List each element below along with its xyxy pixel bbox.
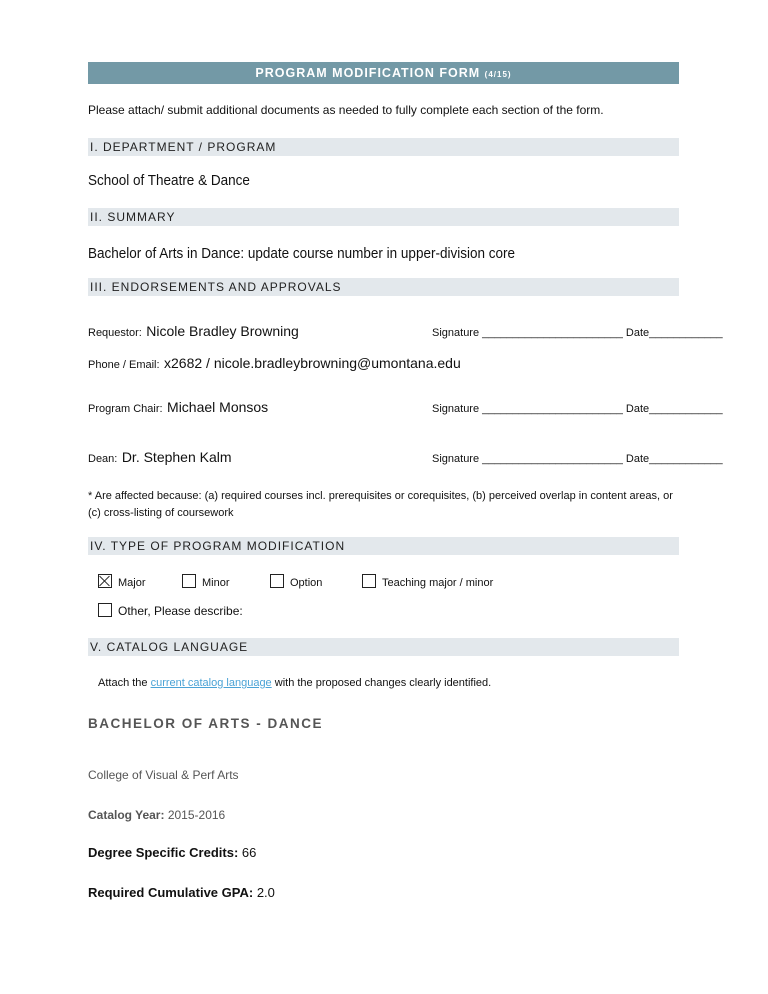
- instr-text: with the proposed changes clearly identified.: [271, 677, 492, 689]
- signature-line: Signature _______________________: [432, 403, 623, 415]
- checkbox-icon[interactable]: [362, 574, 376, 588]
- dean-label: Dean:: [88, 453, 118, 465]
- credits-value: 66: [241, 845, 257, 860]
- department-value: School of Theatre & Dance: [88, 172, 250, 189]
- section-heading-department: I. DEPARTMENT / PROGRAM: [88, 138, 679, 156]
- option-teaching[interactable]: [362, 574, 493, 589]
- option-label: Other, Please describe:: [118, 604, 243, 618]
- catalog-gpa: [88, 885, 275, 900]
- catalog-year: [88, 808, 225, 822]
- checkbox-checked-icon[interactable]: [98, 574, 112, 588]
- section-heading-endorsements: III. ENDORSEMENTS AND APPROVALS: [88, 278, 679, 296]
- catalog-link[interactable]: current catalog language: [150, 677, 272, 689]
- form-title: PROGRAM MODIFICATION FORM: [255, 66, 481, 80]
- signature-line: Signature _______________________: [432, 453, 623, 465]
- intro-text: Please attach/ submit additional documents as needed to fully complete each section of the form.: [88, 103, 604, 117]
- gpa-value: 2.0: [256, 885, 275, 900]
- signature-line: Signature _______________________: [432, 327, 623, 339]
- section-heading-type: IV. TYPE OF PROGRAM MODIFICATION: [88, 537, 679, 555]
- form-version: (4/15): [484, 70, 512, 79]
- date-line: Date____________: [625, 327, 723, 339]
- checkbox-icon[interactable]: [98, 603, 112, 617]
- phone-row: [88, 355, 461, 373]
- chair-row: [88, 399, 268, 417]
- requestor-signature: [432, 327, 723, 339]
- option-label: Major: [118, 577, 146, 589]
- catalog-title: BACHELOR OF ARTS - DANCE: [88, 716, 323, 731]
- form-banner: [88, 62, 679, 84]
- chair-label: Program Chair:: [88, 403, 163, 415]
- section-heading-summary: II. SUMMARY: [88, 208, 679, 226]
- requestor-label: Requestor:: [88, 327, 142, 339]
- date-line: Date____________: [625, 403, 723, 415]
- catalog-credits: [88, 845, 256, 860]
- dean-signature: [432, 453, 723, 465]
- credits-label: Degree Specific Credits:: [88, 845, 239, 860]
- option-other[interactable]: [98, 603, 243, 618]
- phone-value: x2682 / nicole.bradleybrowning@umontana.edu: [164, 355, 461, 371]
- dean-row: [88, 449, 232, 467]
- option-label: Option: [290, 577, 323, 589]
- year-label: Catalog Year:: [88, 808, 165, 822]
- date-line: Date____________: [625, 453, 723, 465]
- checkbox-icon[interactable]: [182, 574, 196, 588]
- summary-value: Bachelor of Arts in Dance: update course number in upper-division core: [88, 245, 515, 262]
- checkbox-icon[interactable]: [270, 574, 284, 588]
- option-label: Teaching major / minor: [382, 577, 494, 589]
- chair-signature: [432, 403, 723, 415]
- requestor-row: [88, 323, 299, 341]
- option-minor[interactable]: [182, 574, 230, 589]
- requestor-value: Nicole Bradley Browning: [146, 323, 299, 339]
- dean-value: Dr. Stephen Kalm: [121, 449, 232, 465]
- catalog-instructions: [98, 677, 491, 689]
- year-value: 2015-2016: [167, 808, 226, 822]
- option-label: Minor: [202, 577, 230, 589]
- affected-note: * Are affected because: (a) required courses incl. prerequisites or corequisites, (b) perceived overlap in content areas, or (c) cross-listing of coursework: [88, 490, 673, 519]
- chair-value: Michael Monsos: [167, 399, 269, 415]
- option-option[interactable]: [270, 574, 322, 589]
- instr-text: Attach the: [98, 677, 151, 689]
- catalog-college: College of Visual & Perf Arts: [88, 768, 239, 782]
- phone-label: Phone / Email:: [88, 359, 160, 371]
- option-major[interactable]: [98, 574, 146, 589]
- gpa-label: Required Cumulative GPA:: [88, 885, 254, 900]
- section-heading-catalog: V. CATALOG LANGUAGE: [88, 638, 679, 656]
